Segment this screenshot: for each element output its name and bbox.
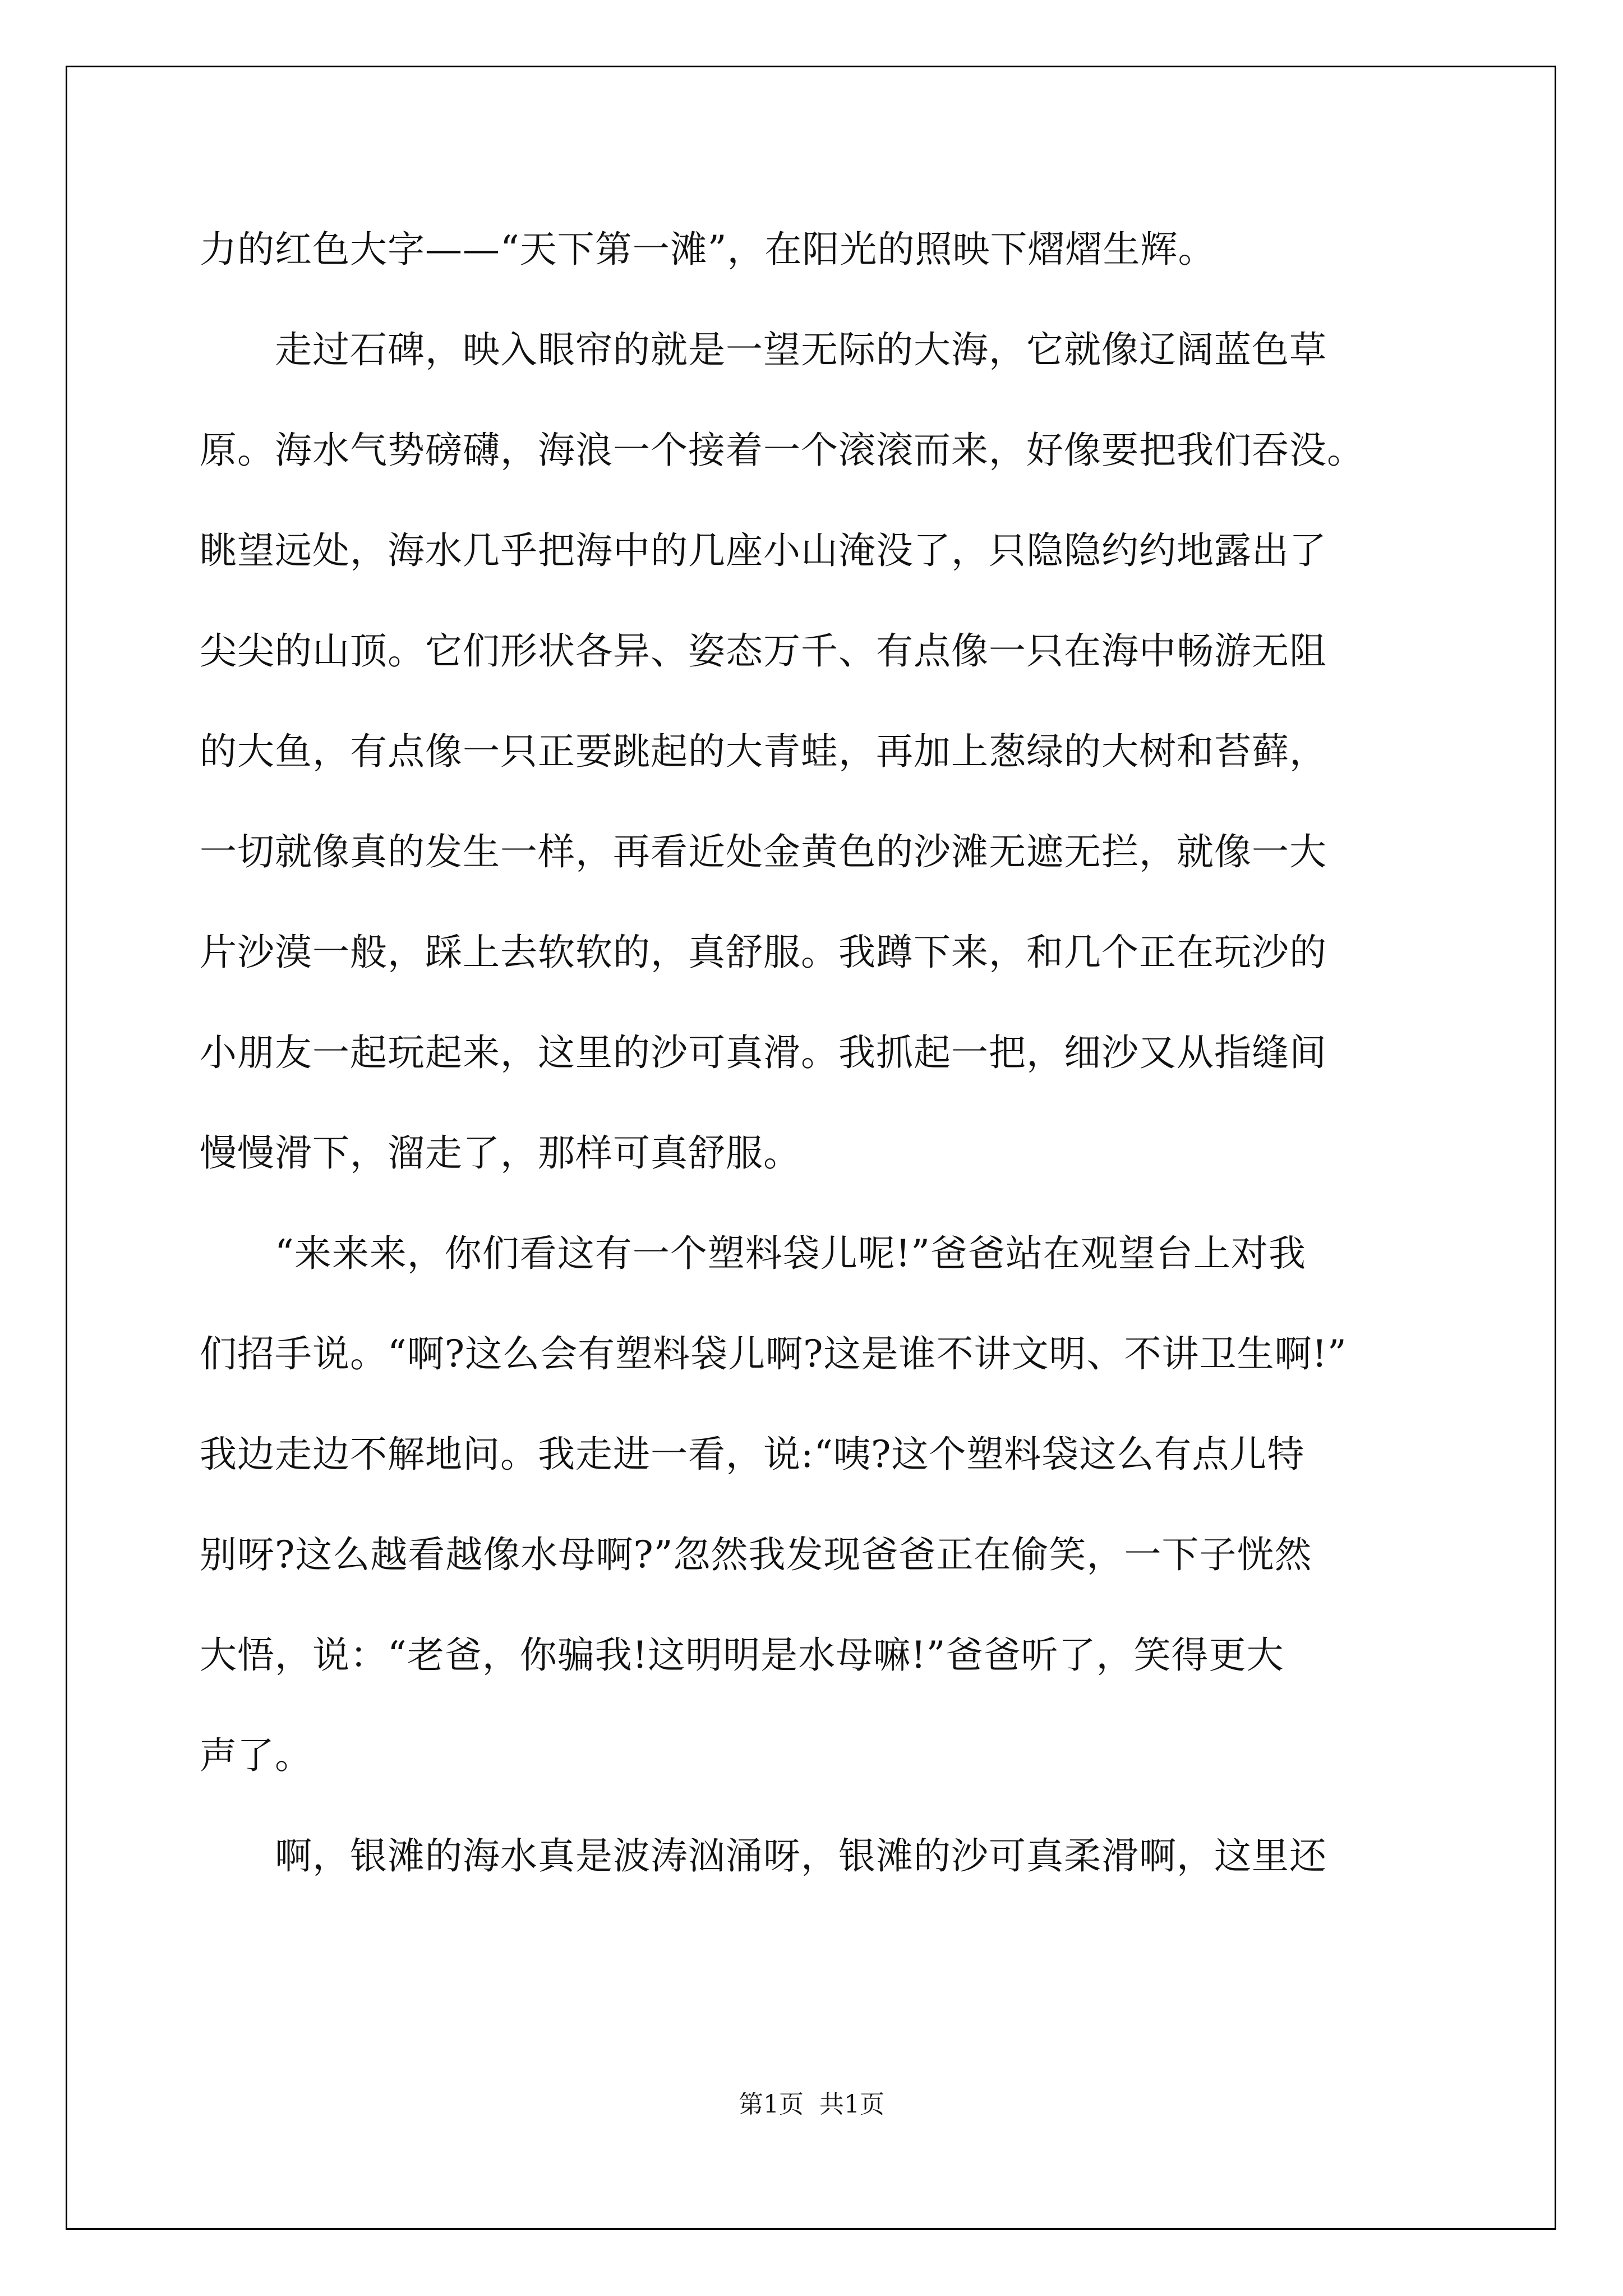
text-line: 片沙漠一般，踩上去软软的，真舒服。我蹲下来，和几个正在玩沙的 bbox=[200, 931, 1327, 974]
text-line: 力的红色大字——“天下第一滩”，在阳光的照映下熠熠生辉。 bbox=[200, 228, 1216, 271]
page-number-total: 共1页 bbox=[819, 2090, 884, 2119]
text-line: 我边走边不解地问。我走进一看，说:“咦?这个塑料袋这么有点儿特 bbox=[200, 1433, 1305, 1476]
text-line: 原。海水气势磅礴，海浪一个接着一个滚滚而来，好像要把我们吞没。 bbox=[200, 429, 1364, 472]
text-line: 一切就像真的发生一样，再看近处金黄色的沙滩无遮无拦，就像一大 bbox=[200, 830, 1327, 873]
text-line: 走过石碑，映入眼帘的就是一望无际的大海，它就像辽阔蓝色草 bbox=[200, 328, 1327, 371]
text-line: 小朋友一起玩起来，这里的沙可真滑。我抓起一把，细沙又从指缝间 bbox=[200, 1031, 1327, 1074]
text-line: 声了。 bbox=[200, 1734, 312, 1777]
text-line: “来来来，你们看这有一个塑料袋儿呢!”爸爸站在观望台上对我 bbox=[200, 1232, 1307, 1275]
text-line: 们招手说。“啊?这么会有塑料袋儿啊?这是谁不讲文明、不讲卫生啊!” bbox=[200, 1332, 1347, 1375]
document-body bbox=[200, 199, 1433, 1906]
text-line: 大悟，说：“老爸，你骗我!这明明是水母嘛!”爸爸听了，笑得更大 bbox=[200, 1634, 1284, 1677]
text-line: 慢慢滑下，溜走了，那样可真舒服。 bbox=[200, 1131, 801, 1175]
page-footer bbox=[0, 2088, 1623, 2122]
text-line: 别呀?这么越看越像水母啊?”忽然我发现爸爸正在偷笑，一下子恍然 bbox=[200, 1533, 1312, 1576]
text-line: 眺望远处，海水几乎把海中的几座小山淹没了，只隐隐约约地露出了 bbox=[200, 529, 1327, 572]
text-line: 尖尖的山顶。它们形状各异、姿态万千、有点像一只在海中畅游无阻 bbox=[200, 629, 1327, 673]
text-line: 的大鱼，有点像一只正要跳起的大青蛙，再加上葱绿的大树和苔藓， bbox=[200, 730, 1327, 773]
page-number-current: 第1页 bbox=[739, 2090, 804, 2119]
text-line: 啊，银滩的海水真是波涛汹涌呀，银滩的沙可真柔滑啊，这里还 bbox=[200, 1834, 1327, 1878]
